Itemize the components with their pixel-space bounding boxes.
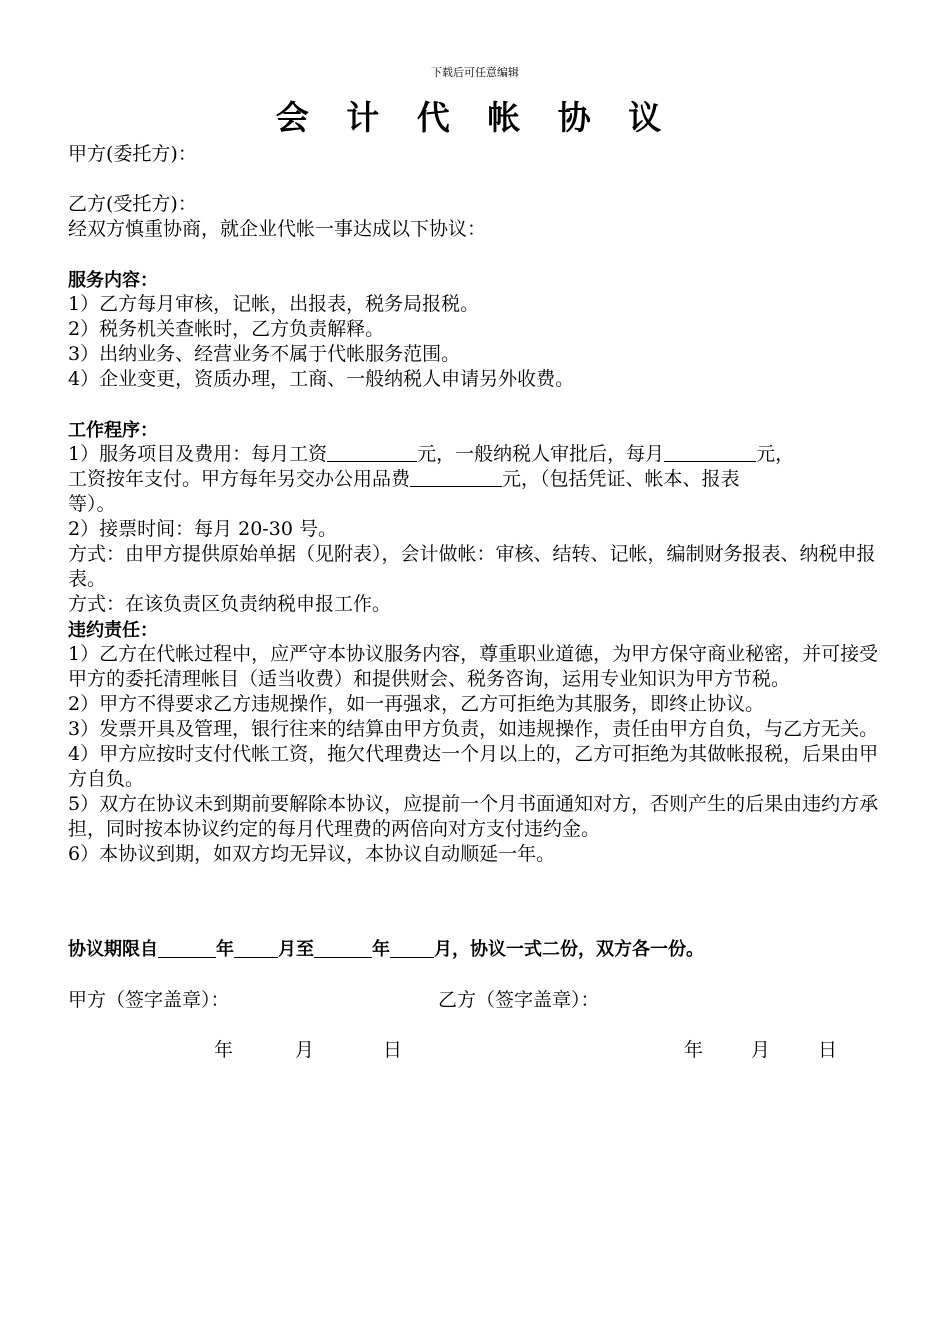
date-year-a: 年 [214, 1039, 234, 1061]
fee-line-1 [68, 442, 880, 467]
fee-blank-office[interactable] [410, 467, 502, 487]
fee-text: 工资按年支付。甲方每年另交办公用品费 [68, 468, 411, 490]
date-year-b: 年 [684, 1039, 704, 1061]
liability-item: 4）甲方应按时支付代帐工资，拖欠代理费达一个月以上的，乙方可拒绝为其做帐报税，后果由甲方自负。 [68, 743, 879, 790]
party-b-line: 乙方(受托方)： [68, 193, 197, 215]
intro-line: 经双方慎重协商，就企业代帐一事达成以下协议： [68, 218, 487, 240]
date-day-a: 日 [383, 1039, 403, 1061]
party-a-line: 甲方(委托方)： [68, 143, 197, 165]
date-month-a: 月 [295, 1039, 315, 1061]
fee-text: 元， [756, 443, 795, 465]
term-blank-end-year[interactable] [314, 939, 372, 958]
method-paragraph: 方式：由甲方提供原始单据（见附表），会计做帐：审核、结转、记帐，编制财务报表、纳税申报表。 [68, 543, 876, 590]
term-text: 协议期限自 [68, 939, 158, 960]
agreement-term [68, 936, 704, 964]
date-day-b: 日 [818, 1039, 838, 1061]
liability-item: 5）双方在协议未到期前要解除本协议，应提前一个月书面通知对方，否则产生的后果由违约方承担，同时按本协议约定的每月代理费的两倍向对方支付违约金。 [68, 793, 879, 840]
liability-item: 6）本协议到期，如双方均无异议，本协议自动顺延一年。 [68, 843, 556, 865]
liability-heading: 违约责任： [68, 620, 158, 641]
liability-item: 2）甲方不得要求乙方违规操作，如一再强求，乙方可拒绝为其服务，即终止协议。 [68, 693, 765, 715]
service-item: 2）税务机关查帐时，乙方负责解释。 [68, 318, 385, 340]
fee-blank-general[interactable] [664, 442, 756, 462]
service-item: 4）企业变更，资质办理，工商、一般纳税人申请另外收费。 [68, 368, 575, 390]
liability-item: 1）乙方在代帐过程中，应严守本协议服务内容，尊重职业道德，为甲方保守商业秘密，并可接受甲方的委托清理帐目（适当收费）和提供财会、税务咨询，运用专业知识为甲方节税。 [68, 643, 879, 690]
term-blank-end-month[interactable] [390, 939, 434, 958]
document-body [68, 142, 880, 867]
term-text: 年 [372, 939, 390, 960]
liability-item: 3）发票开具及管理，银行往来的结算由甲方负责，如违规操作，责任由甲方自负，与乙方无关。 [68, 718, 879, 740]
method-paragraph: 方式：在该负责区负责纳税申报工作。 [68, 593, 392, 615]
fee-blank-salary[interactable] [327, 442, 417, 462]
term-blank-start-year[interactable] [158, 939, 216, 958]
signature-party-a: 甲方（签字盖章）： [68, 989, 230, 1011]
signature-party-b: 乙方（签字盖章）： [438, 989, 600, 1011]
date-month-b: 月 [751, 1039, 771, 1061]
service-heading: 服务内容： [68, 270, 158, 291]
fee-text: 元，（包括凭证、帐本、报表 [502, 468, 740, 490]
document-title: 会 计 代 帐 协 议 [275, 98, 675, 137]
term-blank-start-month[interactable] [234, 939, 278, 958]
term-text: 月，协议一式二份，双方各一份。 [434, 939, 704, 960]
receipt-time: 2）接票时间：每月 20-30 号。 [68, 518, 337, 540]
fee-line-2 [68, 467, 880, 492]
fee-text: 元，一般纳税人审批后，每月 [417, 443, 665, 465]
procedure-heading: 工作程序： [68, 420, 158, 441]
fee-line-3: 等）。 [68, 493, 116, 515]
service-item: 3）出纳业务、经营业务不属于代帐服务范围。 [68, 343, 461, 365]
term-text: 年 [216, 939, 234, 960]
service-item: 1）乙方每月审核，记帐，出报表，税务局报税。 [68, 293, 480, 315]
fee-text: 1）服务项目及费用：每月工资 [68, 443, 328, 465]
header-note: 下载后可任意编辑 [431, 66, 519, 79]
term-text: 月至 [278, 939, 314, 960]
